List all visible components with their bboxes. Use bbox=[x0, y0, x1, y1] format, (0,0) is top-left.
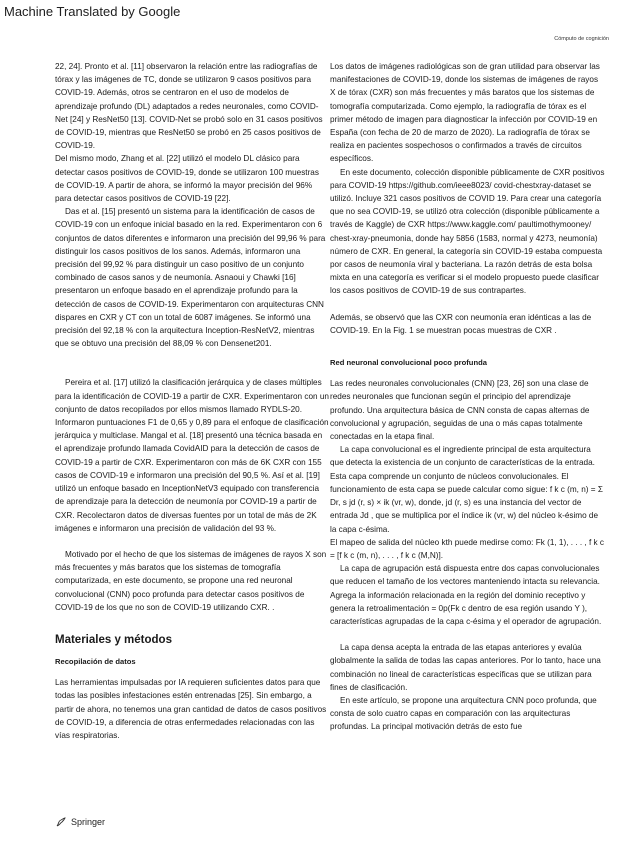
machine-translation-banner: Machine Translated by Google bbox=[4, 4, 181, 19]
section-title: Materiales y métodos bbox=[55, 633, 172, 646]
publisher-name: Springer bbox=[71, 817, 106, 827]
paragraph: La capa convolucional es el ingrediente principal de esta arquitectura que detecta la existencia de un conjunto de características de la entrada. Esta capa comprende un conjunto de núcleos convolucionales. El funcionamiento de esta capa se puede calcular como sigue: f k c (m, n) = Σ Dr, s jd (r, s) × ik (vr, w), donde, jd (r, s) es una instancia del vector de entrada Jd , que se multiplica por el índice ik (vr, w) del núcleo k-ésimo de la capa c-ésima. bbox=[330, 445, 603, 534]
springer-logo-icon bbox=[55, 816, 67, 828]
paragraph: En este artículo, se propone una arquitectura CNN poco profunda, que consta de solo cuatro capas en comparación con las arquitecturas profundas. La principal motivación detrás de esto fue bbox=[330, 695, 597, 732]
paragraph: Das et al. [15] presentó un sistema para la identificación de casos de COVID-19 con un enfoque inicial basado en la red. Experimentaron con 6 conjuntos de datos diferentes e informaron una precisión del 99,96 % para distinguir los casos positivos de los sanos. Además, informaron una precisión del 99,92 % para distinguir un caso positivo de un conjunto combinado de casos sanos y de neumonía. Asnaoui y Chawki [16] presentaron un enfoque basado en el aprendizaje profundo para la detección de casos de COVID-19. Experimentaron con arquitecturas CNN dispares en CXR y CT con un total de 6087 imágenes. Se informó una precisión del 92,18 % con la arquitectura Inception-ResNetV2, mientras que se obtuvo una precisión del 88,09 % con Densenet201. bbox=[55, 207, 326, 349]
footer bbox=[55, 816, 105, 828]
paragraph: En este documento, colección disponible públicamente de CXR positivos para COVID-19 https://github.com/ieee8023/ covid-chestxray-dataset se utilizó. Incluye 321 casos positivos de COVID 19. Para crear una categoría que no sea COVID-19, se utilizó otra colección (disponible públicamente a través de Kaggle) de CXR https://www.kaggle.com/ paultimothymooney/ chest-xray-pneumonia, donde hay 5856 (1583, normal y 4273, neumonía) número de CXR. En general, la categoría sin COVID-19 estaba compuesta por casos de neumonía viral y bacteriana. La razón detrás de esta bolsa mixta en una categoría es verificar si el modelo propuesto puede clasificar los casos positivos de COVID-19 de sus contrapartes. bbox=[330, 167, 605, 296]
paragraph: Pereira et al. [17] utilizó la clasificación jerárquica y de clases múltiples para la identificación de COVID-19 a partir de CXR. Experimentaron con un conjunto de datos recopilados por ellos mismos llamado RYDLS-20. Informaron puntuaciones F1 de 0,65 y 0,89 para el enfoque de clasificación jerárquica y multiclase. Mangal et al. [18] presentó una técnica basada en el aprendizaje profundo llamada CovidAID para la detección de casos de COVID-19 a partir de CXR. Experimentaron con más de 6K CXR con 155 casos de COVID-19 e informaron una precisión del 90,5 %. Así et al. [19] utilizó un enfoque basado en InceptionNetV3 equipado con transferencia de aprendizaje para la detección de neumonía por COVID-19 a partir de CXR. Recolectaron datos de diversas fuentes por un total de más de 2K imágenes e informaron una precisión de validación del 93 %. bbox=[55, 378, 329, 533]
subsection-title: Red neuronal convolucional poco profunda bbox=[330, 358, 487, 368]
paragraph: Las redes neuronales convolucionales (CNN) [23, 26] son una clase de redes neuronales que funcionan según el principio del aprendizaje profundo. Una arquitectura básica de CNN consta de capas alternas de convolucional y agrupación, seguidas de una o más capas totalmente conectadas en la etapa final. bbox=[330, 379, 590, 442]
paragraph: El mapeo de salida del núcleo kth puede medirse como: Fk (1, 1), . . . , f k c = [f k c (m, n), . . . , f k c (M,N)]. bbox=[330, 537, 604, 560]
subsection-title: Recopilación de datos bbox=[55, 656, 136, 666]
paragraph: La capa densa acepta la entrada de las etapas anteriores y evalúa globalmente la salida de todas las capas anteriores. Por lo tanto, hace una combinación no lineal de características específicas que se utilizan para fines de clasificación. bbox=[330, 643, 601, 692]
paragraph: Del mismo modo, Zhang et al. [22] utilizó el modelo DL clásico para detectar casos positivos de COVID-19, donde se utilizaron 100 muestras de COVID-19. A partir de ahora, se informó la mayor precisión del 96% para detectar casos positivos de COVID-19 [22]. bbox=[55, 154, 319, 204]
running-head: Cómputo de cognición bbox=[554, 36, 609, 42]
right-column bbox=[330, 60, 605, 734]
paragraph: La capa de agrupación está dispuesta entre dos capas convolucionales que reducen el tamaño de los vectores manteniendo intacta su relevancia. Agrega la información relacionada en la región del dominio receptivo y genera la retroalimentación = 0p(Fk c dentro de esa región usando Y ), características agrupadas de la capa c-ésima y el operador de agrupación. bbox=[330, 564, 602, 626]
paragraph: Además, se observó que las CXR con neumonía eran idénticas a las de COVID-19. En la Fig. 1 se muestran pocas muestras de CXR . bbox=[330, 312, 592, 335]
paragraph: Las herramientas impulsadas por IA requieren suficientes datos para que todas las posibles infestaciones estén entrenadas [25]. Sin embargo, a partir de ahora, no tenemos una gran cantidad de datos de casos positivos de COVID-19, a diferencia de otras enfermedades relacionadas con las vías respiratorias. bbox=[55, 678, 327, 740]
paragraph: 22, 24]. Pronto et al. [11] observaron la relación entre las radiografías de tórax y las imágenes de TC, donde se utilizaron 9 casos positivos para COVID-19. Además, otros se centraron en el uso de modelos de aprendizaje profundo (DL) adaptados a redes neuronales, como COVID-Net [24] y ResNet50 [13]. COVID-Net se probó solo en 31 casos positivos de COVID-19, mientras que ResNet50 se probó en 25 casos positivos de COVID-19. bbox=[55, 62, 323, 151]
left-column bbox=[55, 60, 330, 742]
paragraph: Los datos de imágenes radiológicas son de gran utilidad para observar las manifestaciones de COVID-19, donde los sistemas de imágenes de rayos X de tórax (CXR) son más frecuentes y más baratos que los sistemas de tomografía computarizada. Como ejemplo, la radiografía de tórax es el primer método de imagen para diagnosticar la infección por COVID-19 en España (con fecha de 20 de marzo de 2020). La radiografía de tórax se realiza en pacientes sospechosos o confirmados a través de circuitos específicos. bbox=[330, 62, 600, 164]
paragraph: Motivado por el hecho de que los sistemas de imágenes de rayos X son más frecuentes y más baratos que los sistemas de tomografía computarizada, en este documento, se propone una red neuronal convolucional (CNN) poco profunda para detectar casos positivos de COVID-19 de los que no son de COVID-19 utilizando CXR. . bbox=[55, 549, 327, 612]
